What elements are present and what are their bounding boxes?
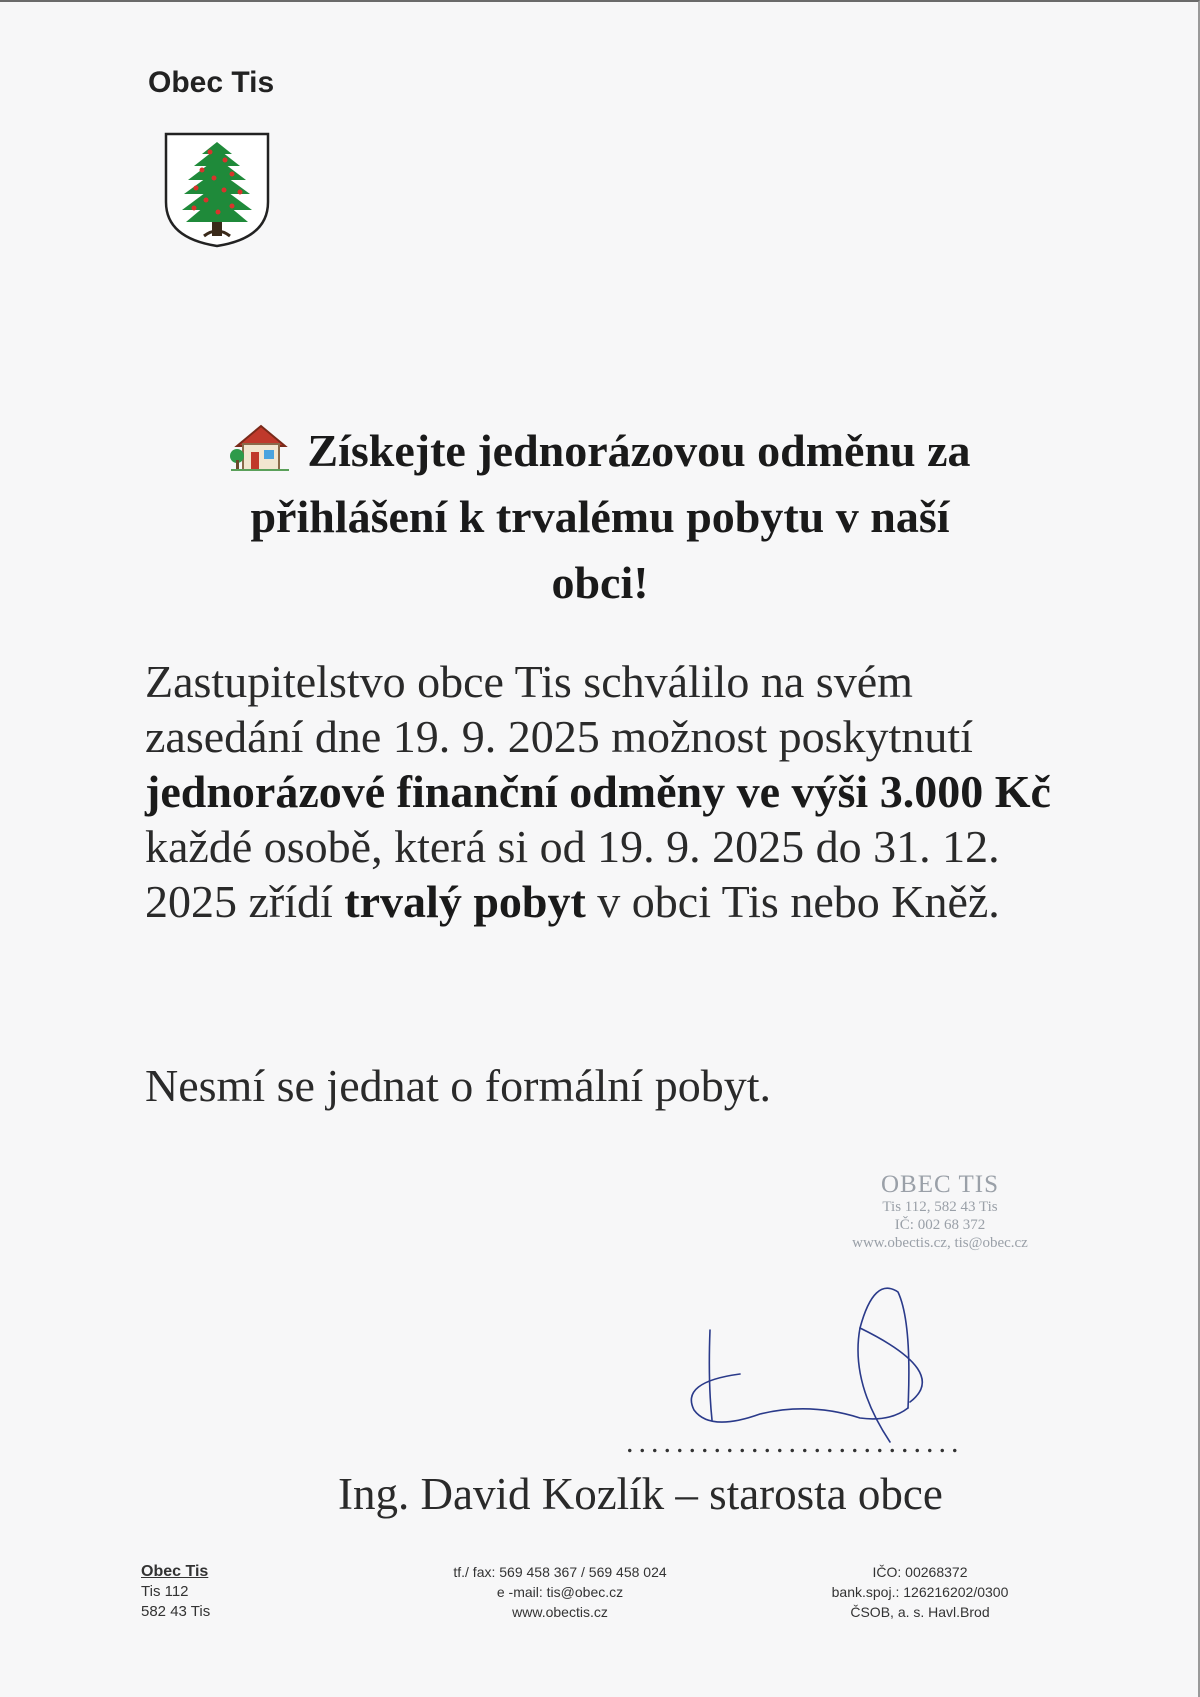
footer-contact [400, 1562, 720, 1622]
footer-address-line: 582 43 Tis [141, 1603, 211, 1620]
stamp-title: OBEC TIS [881, 1171, 999, 1198]
stamp-address: Tis 112, 582 43 Tis [882, 1199, 998, 1215]
tree-crest-icon [162, 130, 272, 250]
announcement-heading [150, 418, 1050, 616]
announcement-body [145, 654, 1055, 929]
footer-phone: tf./ fax: 569 458 367 / 569 458 024 [453, 1564, 667, 1580]
body-text-segment: každé osobě, která si od 19. 9. 2025 do 31. 12. 2025 zřídí [145, 821, 1000, 927]
footer-address-line: Tis 112 [141, 1583, 189, 1600]
reward-amount-bold: jednorázové finanční odměny ve výši 3.000 Kč [145, 766, 1051, 817]
footer-bank-account: bank.spoj.: 126216202/0300 [831, 1584, 1009, 1600]
body-text-segment: Zastupitelstvo obce Tis schválilo na svém zasedání dne 19. 9. 2025 možnost poskytnutí [145, 656, 973, 762]
house-icon [229, 422, 293, 472]
signer-name: Ing. David Kozlík – starosta obce [338, 1469, 943, 1519]
stamp-ic: IČ: 002 68 372 [894, 1217, 986, 1233]
village-name: Obec Tis [148, 66, 275, 99]
footer-village-name: Obec Tis [141, 1563, 209, 1580]
heading-line-1: Získejte jednorázovou odměnu za [307, 425, 971, 476]
stamp-web: www.obectis.cz, tis@obec.cz [852, 1235, 1028, 1251]
official-stamp [820, 1172, 1060, 1252]
footer-address [141, 1562, 210, 1622]
condition-note: Nesmí se jednat o formální pobyt. [145, 1060, 771, 1111]
footer-email[interactable]: e -mail: tis@obec.cz [496, 1584, 624, 1600]
permanent-residence-bold: trvalý pobyt [344, 876, 586, 927]
signature-line: ........................... [626, 1426, 964, 1459]
footer-web[interactable]: www.obectis.cz [512, 1604, 608, 1620]
body-text-segment: v obci Tis nebo Kněž. [585, 876, 1000, 927]
footer-ico: IČO: 00268372 [872, 1564, 968, 1580]
footer-bank [780, 1562, 1060, 1622]
heading-line-3: obci! [551, 557, 649, 608]
footer-bank-name: ČSOB, a. s. Havl.Brod [850, 1604, 990, 1620]
heading-line-2: přihlášení k trvalému pobytu v naší [250, 491, 950, 542]
